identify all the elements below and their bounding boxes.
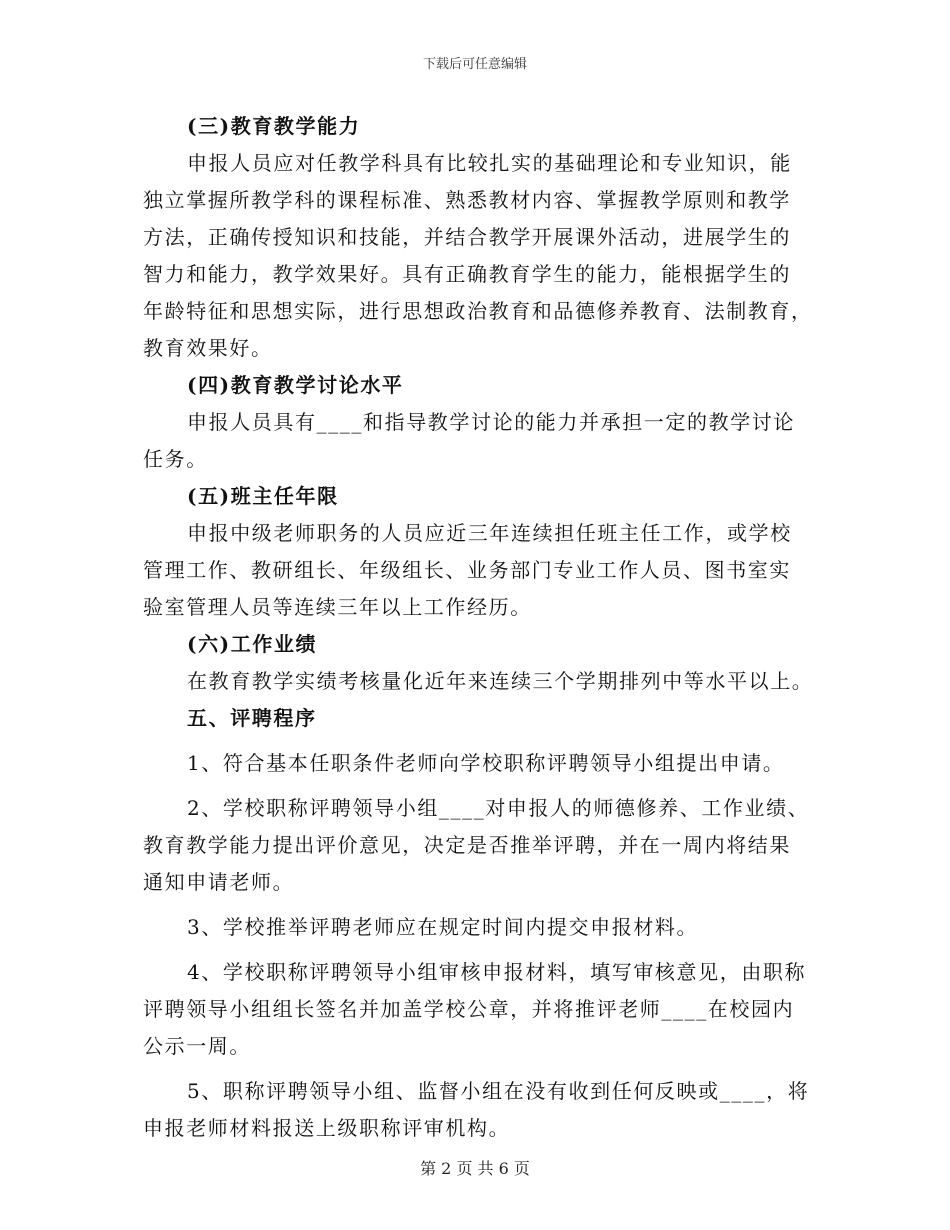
paragraph-line: 智力和能力，教学效果好。具有正确教育学生的能力，能根据学生的	[143, 262, 791, 286]
paragraph-line: 公示一周。	[143, 1034, 251, 1058]
list-item-5: 5、职称评聘领导小组、监督小组在没有收到任何反映或____，将	[187, 1079, 810, 1103]
list-item-2: 2、学校职称评聘领导小组____对申报人的师德修养、工作业绩、	[187, 796, 810, 820]
paragraph-line: 通知申请老师。	[143, 870, 295, 894]
paragraph-line: 教育教学能力提出评价意见，决定是否推举评聘，并在一周内将结果	[143, 833, 791, 857]
paragraph-line: 管理工作、教研组长、年级组长、业务部门专业工作人员、图书室实	[143, 558, 791, 582]
paragraph-line: 评聘领导小组组长签名并加盖学校公章，并将推评老师____在校园内	[143, 997, 795, 1021]
paragraph-line: 申报老师材料报送上级职称评审机构。	[143, 1116, 511, 1140]
list-item-4: 4、学校职称评聘领导小组审核申报材料，填写审核意见，由职称	[187, 960, 807, 984]
page-footer: 第 2 页 共 6 页	[420, 1159, 530, 1178]
paragraph-line: 申报人员应对任教学科具有比较扎实的基础理论和专业知识，能	[187, 151, 792, 175]
paragraph-line: 任务。	[143, 447, 208, 471]
paragraph-line: 验室管理人员等连续三年以上工作经历。	[143, 595, 532, 619]
section-heading-five: 五、评聘程序	[187, 706, 317, 730]
list-item-3: 3、学校推举评聘老师应在规定时间内提交申报材料。	[187, 915, 699, 939]
paragraph-line: 在教育教学实绩考核量化近年来连续三个学期排列中等水平以上。	[187, 669, 814, 693]
paragraph-line: 独立掌握所教学科的课程标准、熟悉教材内容、掌握教学原则和教学	[143, 188, 791, 212]
paragraph-line: 申报人员具有____和指导教学讨论的能力并承担一定的教学讨论	[187, 410, 795, 434]
page-header: 下载后可任意编辑	[422, 57, 527, 72]
section-heading-6: (六)工作业绩	[187, 632, 318, 656]
section-heading-3: (三)教育教学能力	[187, 114, 361, 138]
document-body	[143, 108, 813, 1147]
section-heading-4: (四)教育教学讨论水平	[187, 373, 404, 397]
paragraph-line: 年龄特征和思想实际，进行思想政治教育和品德修养教育、法制教育，	[143, 299, 813, 323]
list-item-1: 1、符合基本任职条件老师向学校职称评聘领导小组提出申请。	[187, 751, 785, 775]
paragraph-line: 方法，正确传授知识和技能，并结合教学开展课外活动，进展学生的	[143, 225, 791, 249]
paragraph-line: 申报中级老师职务的人员应近三年连续担任班主任工作，或学校	[187, 521, 792, 545]
section-heading-5: (五)班主任年限	[187, 484, 339, 508]
paragraph-line: 教育效果好。	[143, 336, 273, 360]
